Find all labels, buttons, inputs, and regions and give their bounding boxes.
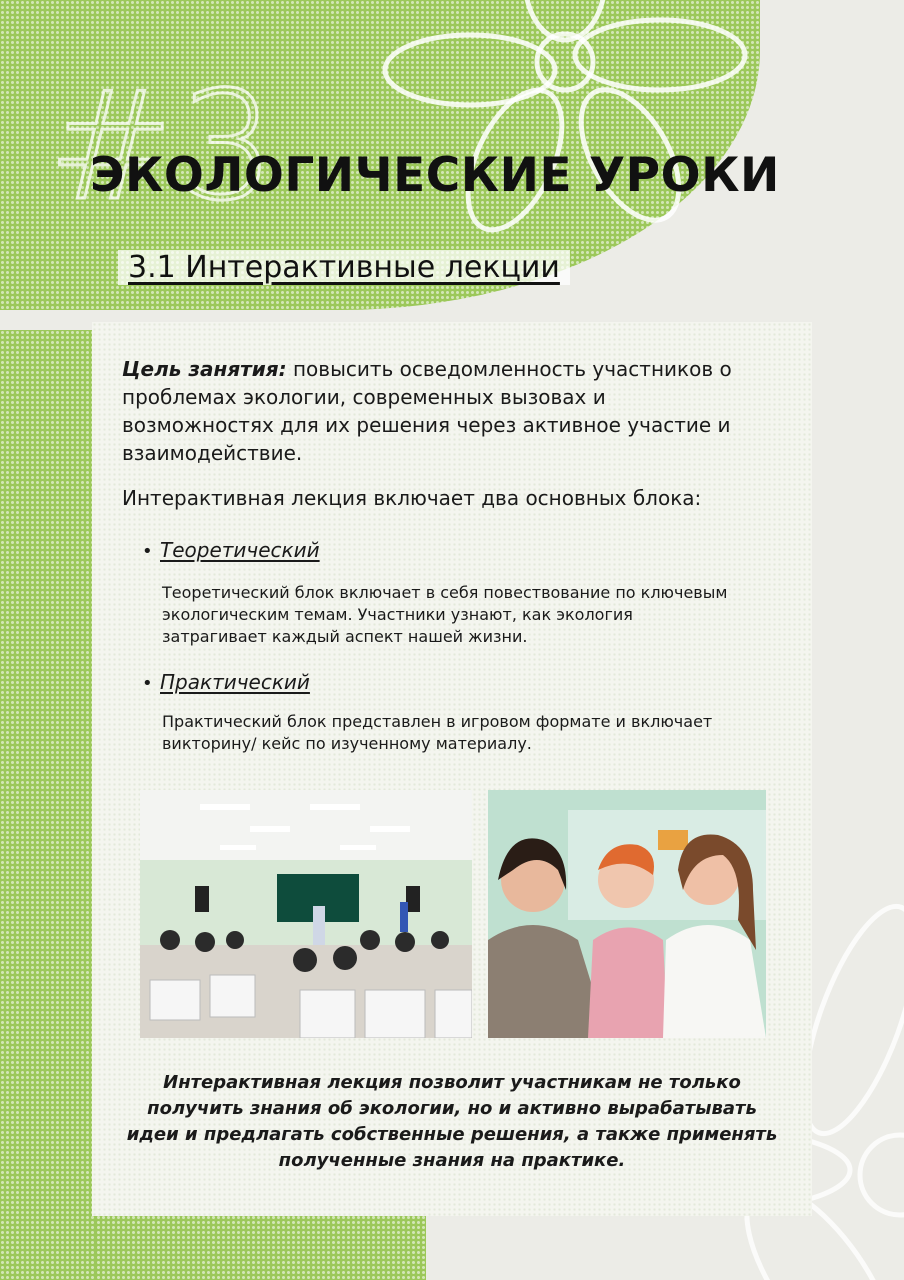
goal-text: повысить осведомленность участников о проблемах экологии, современных вызовах и возможностях для их решения через активное участие и взаимодействие.: [122, 357, 732, 465]
intro-text: Интерактивная лекция включает два основных блока:: [122, 486, 702, 510]
block-title-theoretical: Теоретический: [160, 538, 320, 562]
participants-photo: [488, 790, 766, 1038]
goal-label: Цель занятия:: [122, 357, 287, 381]
section-subtitle: 3.1 Интерактивные лекции: [118, 250, 570, 285]
block-description-theoretical: Теоретический блок включает в себя повествование по ключевым экологическим темам. Участники узнают, как экология затрагивает каждый аспект нашей жизни.: [162, 583, 728, 646]
goal-paragraph: [122, 355, 762, 467]
bullet-practical: •: [142, 673, 153, 694]
block-title-practical: Практический: [160, 670, 310, 694]
lecture-hall-photo: [140, 790, 472, 1038]
block-description-practical: Практический блок представлен в игровом формате и включает викторину/ кейс по изученному материалу.: [162, 712, 713, 753]
page-title: ЭКОЛОГИЧЕСКИЕ УРОКИ: [90, 148, 780, 203]
halftone-background-bottom: [96, 1215, 426, 1280]
conclusion-text: Интерактивная лекция позволит участникам не только получить знания об экологии, но и активно вырабатывать идеи и предлагать собственные решения, а также применять полученные знания на практике.: [126, 1072, 778, 1171]
section-number: #3: [48, 60, 282, 234]
halftone-background-left: [0, 330, 96, 1280]
bullet-theoretical: •: [142, 541, 153, 562]
